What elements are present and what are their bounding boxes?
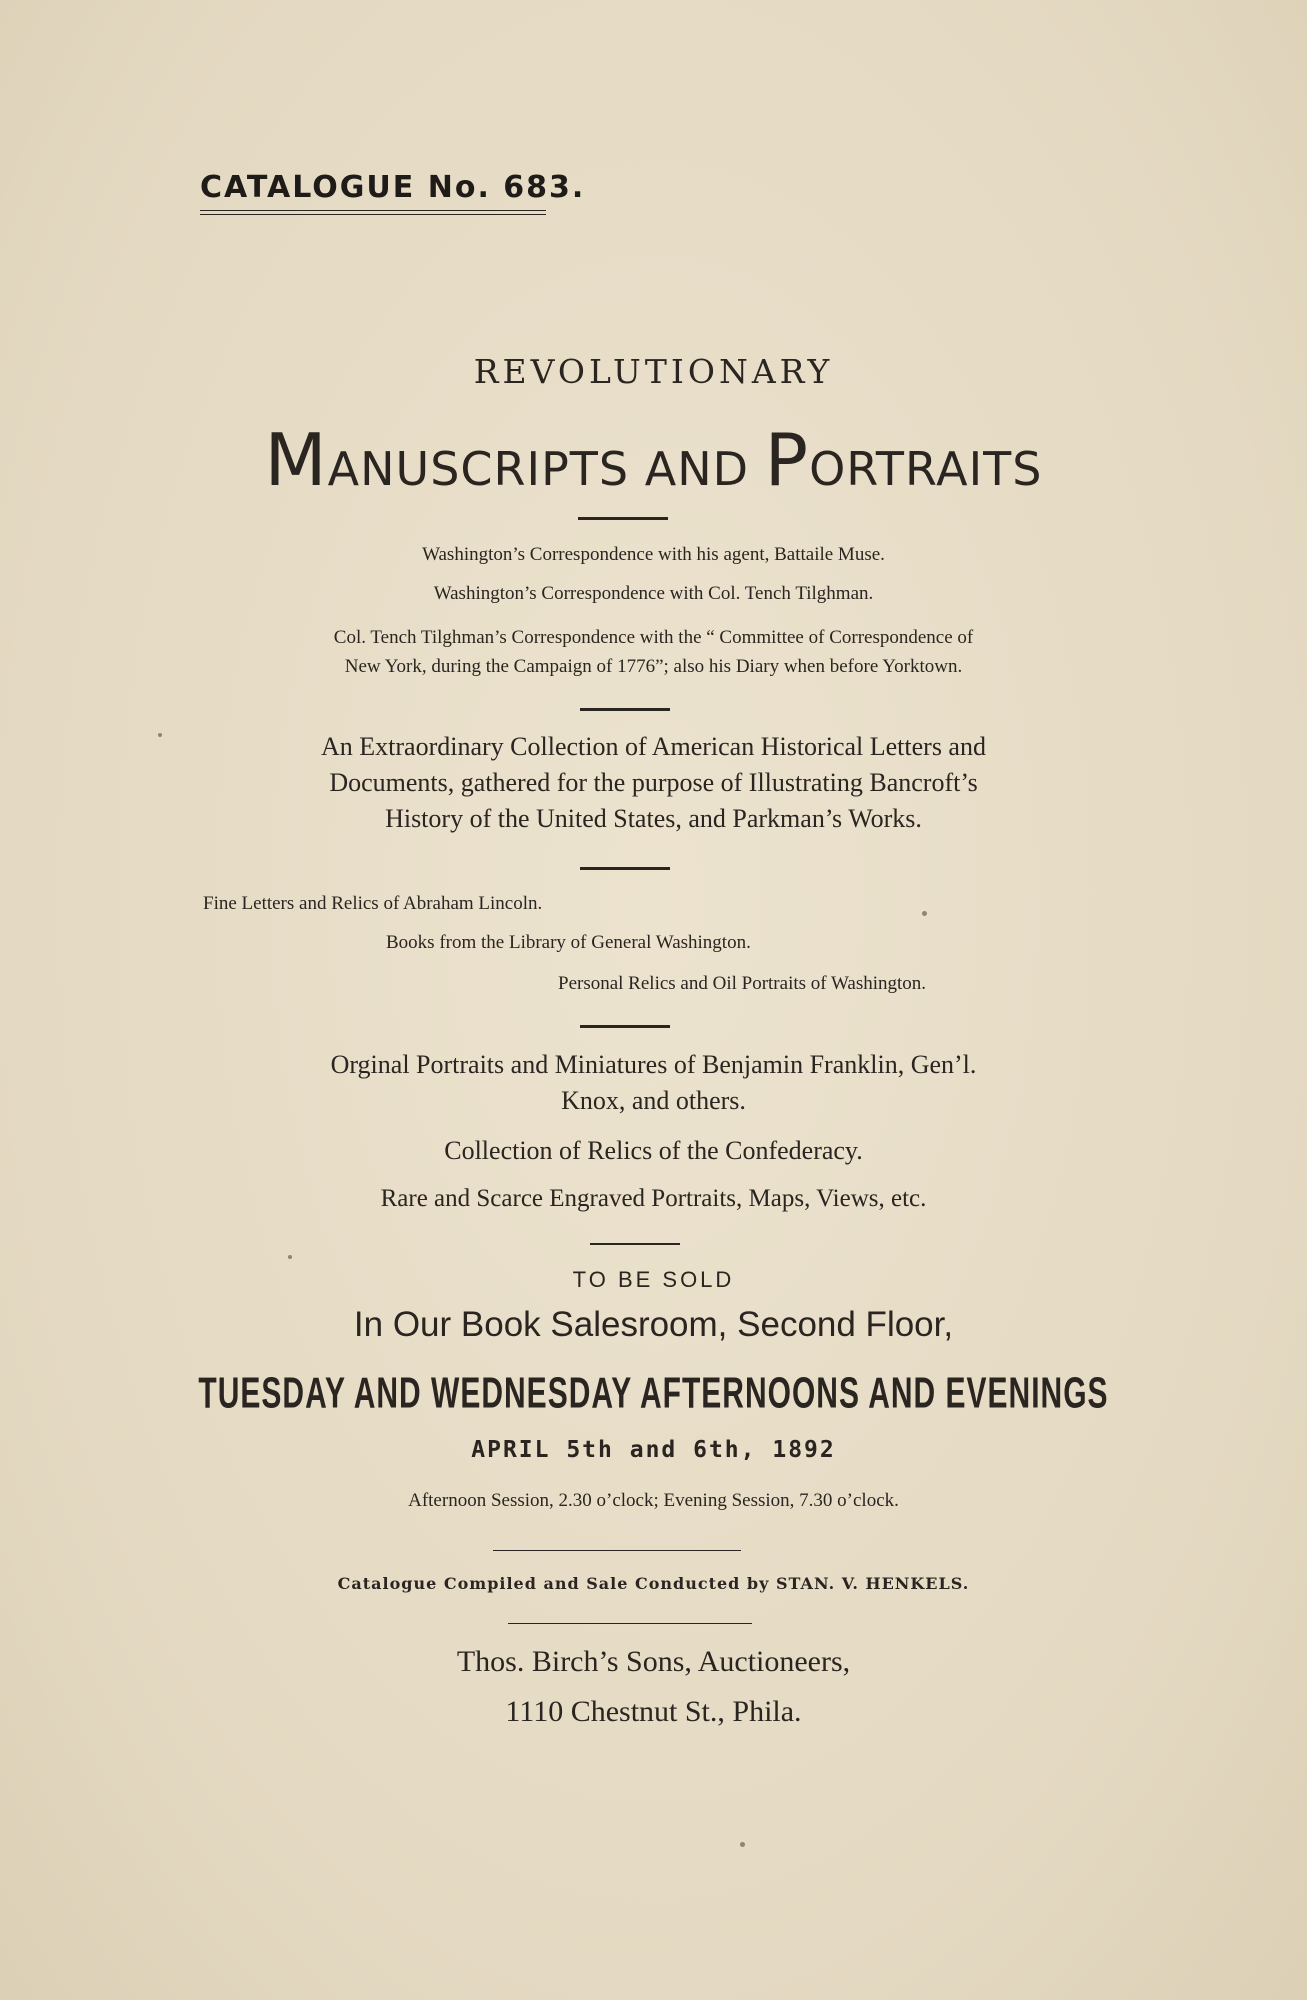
collection-line: An Extraordinary Collection of American Historical Letters and xyxy=(321,732,986,761)
sale-days-line: TUESDAY AND WEDNESDAY AFTERNOONS AND EVENINGS xyxy=(198,1370,1109,1418)
lincoln-relics-line: Fine Letters and Relics of Abraham Lincoln. xyxy=(203,893,543,914)
portraits-line: Knox, and others. xyxy=(561,1086,746,1115)
washington-portraits-line: Personal Relics and Oil Portraits of Washington. xyxy=(558,973,927,994)
washington-library-line: Books from the Library of General Washington. xyxy=(386,932,751,953)
correspondence-line: Washington’s Correspondence with Col. Tench Tilghman. xyxy=(433,583,874,604)
divider-rule xyxy=(508,1623,752,1624)
compiled-by-line: Catalogue Compiled and Sale Conducted by STAN. V. HENKELS. xyxy=(337,1574,970,1593)
divider-rule xyxy=(590,1243,680,1245)
title-cap-p: P xyxy=(764,418,810,502)
to-be-sold-heading: TO BE SOLD xyxy=(572,1267,735,1292)
auctioneer-name: Thos. Birch’s Sons, Auctioneers, xyxy=(456,1645,851,1678)
correspondence-line: Washington’s Correspondence with his agent, Battaile Muse. xyxy=(422,544,885,565)
collection-line: Documents, gathered for the purpose of Illustrating Bancroft’s xyxy=(329,768,978,797)
title-cap-m: M xyxy=(264,418,328,502)
auctioneer-address: 1110 Chestnut St., Phila. xyxy=(505,1695,802,1728)
paper-speck xyxy=(740,1842,745,1847)
correspondence-line: Col. Tench Tilghman’s Correspondence with the “ Committee of Correspondence of xyxy=(333,627,974,648)
title-manuscripts-portraits xyxy=(0,418,1307,502)
paper-speck xyxy=(158,733,162,737)
confederacy-line: Collection of Relics of the Confederacy. xyxy=(444,1136,863,1165)
divider-rule xyxy=(580,708,670,711)
engravings-line: Rare and Scarce Engraved Portraits, Maps, Views, etc. xyxy=(380,1185,927,1212)
paper-speck xyxy=(288,1255,292,1259)
title-revolutionary: REVOLUTIONARY xyxy=(473,352,834,391)
title-rest-2: ORTRAITS xyxy=(809,442,1043,496)
paper-speck xyxy=(922,911,927,916)
catalogue-number: CATALOGUE No. 683. xyxy=(200,170,586,205)
portraits-line: Orginal Portraits and Miniatures of Benjamin Franklin, Gen’l. xyxy=(330,1050,977,1079)
correspondence-line: New York, during the Campaign of 1776”; also his Diary when before Yorktown. xyxy=(344,656,963,677)
catalogue-underline xyxy=(200,210,546,211)
sale-date-line: APRIL 5th and 6th, 1892 xyxy=(471,1437,836,1463)
title-rest-1: ANUSCRIPTS AND xyxy=(327,442,765,496)
divider-rule xyxy=(493,1550,741,1551)
divider-rule xyxy=(580,867,670,870)
session-times-line: Afternoon Session, 2.30 o’clock; Evening Session, 7.30 o’clock. xyxy=(408,1490,899,1511)
salesroom-line: In Our Book Salesroom, Second Floor, xyxy=(353,1305,954,1344)
divider-rule xyxy=(578,517,668,520)
catalogue-underline-second xyxy=(200,214,546,215)
divider-rule xyxy=(580,1025,670,1028)
collection-line: History of the United States, and Parkman’s Works. xyxy=(385,804,922,833)
